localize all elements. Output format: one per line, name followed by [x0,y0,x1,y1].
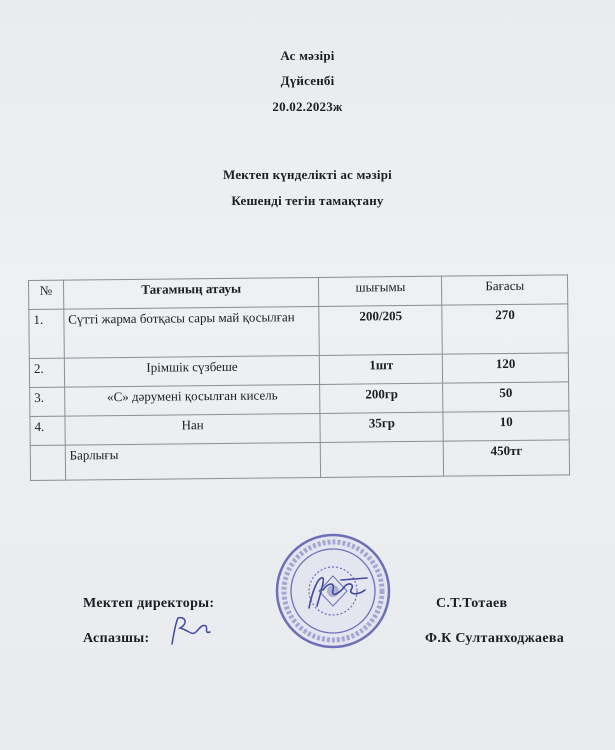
cook-signature [166,612,216,648]
dish-name: Сүтті жарма ботқасы сары май қосылған [64,306,320,358]
column-header-output: шығымы [319,276,442,306]
free-meal-heading: Кешенді тегін тамақтану [231,193,384,208]
director-name: С.Т.Тотаев [436,596,508,611]
total-value: 450тг [444,440,570,476]
table-total-row [30,440,569,481]
row-number: 3. [30,387,65,416]
director-signature [305,568,375,614]
cook-name: Ф.К Султанходжаева [425,631,565,646]
dish-name: Ірімшік сүзбеше [64,355,320,387]
dish-output: 200/205 [319,305,442,355]
dish-output: 35гр [320,412,443,442]
row-number: 4. [30,416,65,445]
dish-output: 200гр [320,383,443,413]
director-label: Мектеп директоры: [83,596,215,611]
dish-name: Нан [65,413,321,445]
table-row [29,304,568,359]
dish-output: 1шт [320,354,443,384]
dish-price: 120 [443,353,569,383]
cook-label: Аспазшы: [83,631,150,646]
total-empty-output [321,441,444,477]
menu-title: Ас мәзірі [280,48,335,63]
menu-date: 20.02.2023ж [272,99,343,114]
dish-price: 10 [443,411,569,441]
dish-price: 270 [442,304,568,354]
day-of-week: Дүйсенбі [280,73,335,88]
dish-price: 50 [443,382,569,412]
column-header-price: Бағасы [442,275,568,305]
row-number: 2. [29,358,64,387]
column-header-number: № [29,280,64,309]
total-label: Барлығы [65,442,321,480]
school-menu-heading: Мектеп күнделікті ас мәзірі [223,167,392,182]
row-number: 1. [29,309,64,358]
dish-name: «С» дәрумені қосылған кисель [64,384,320,416]
column-header-dish-name: Тағамның атауы [63,277,319,309]
menu-table [28,274,570,481]
total-empty-cell [30,445,65,480]
